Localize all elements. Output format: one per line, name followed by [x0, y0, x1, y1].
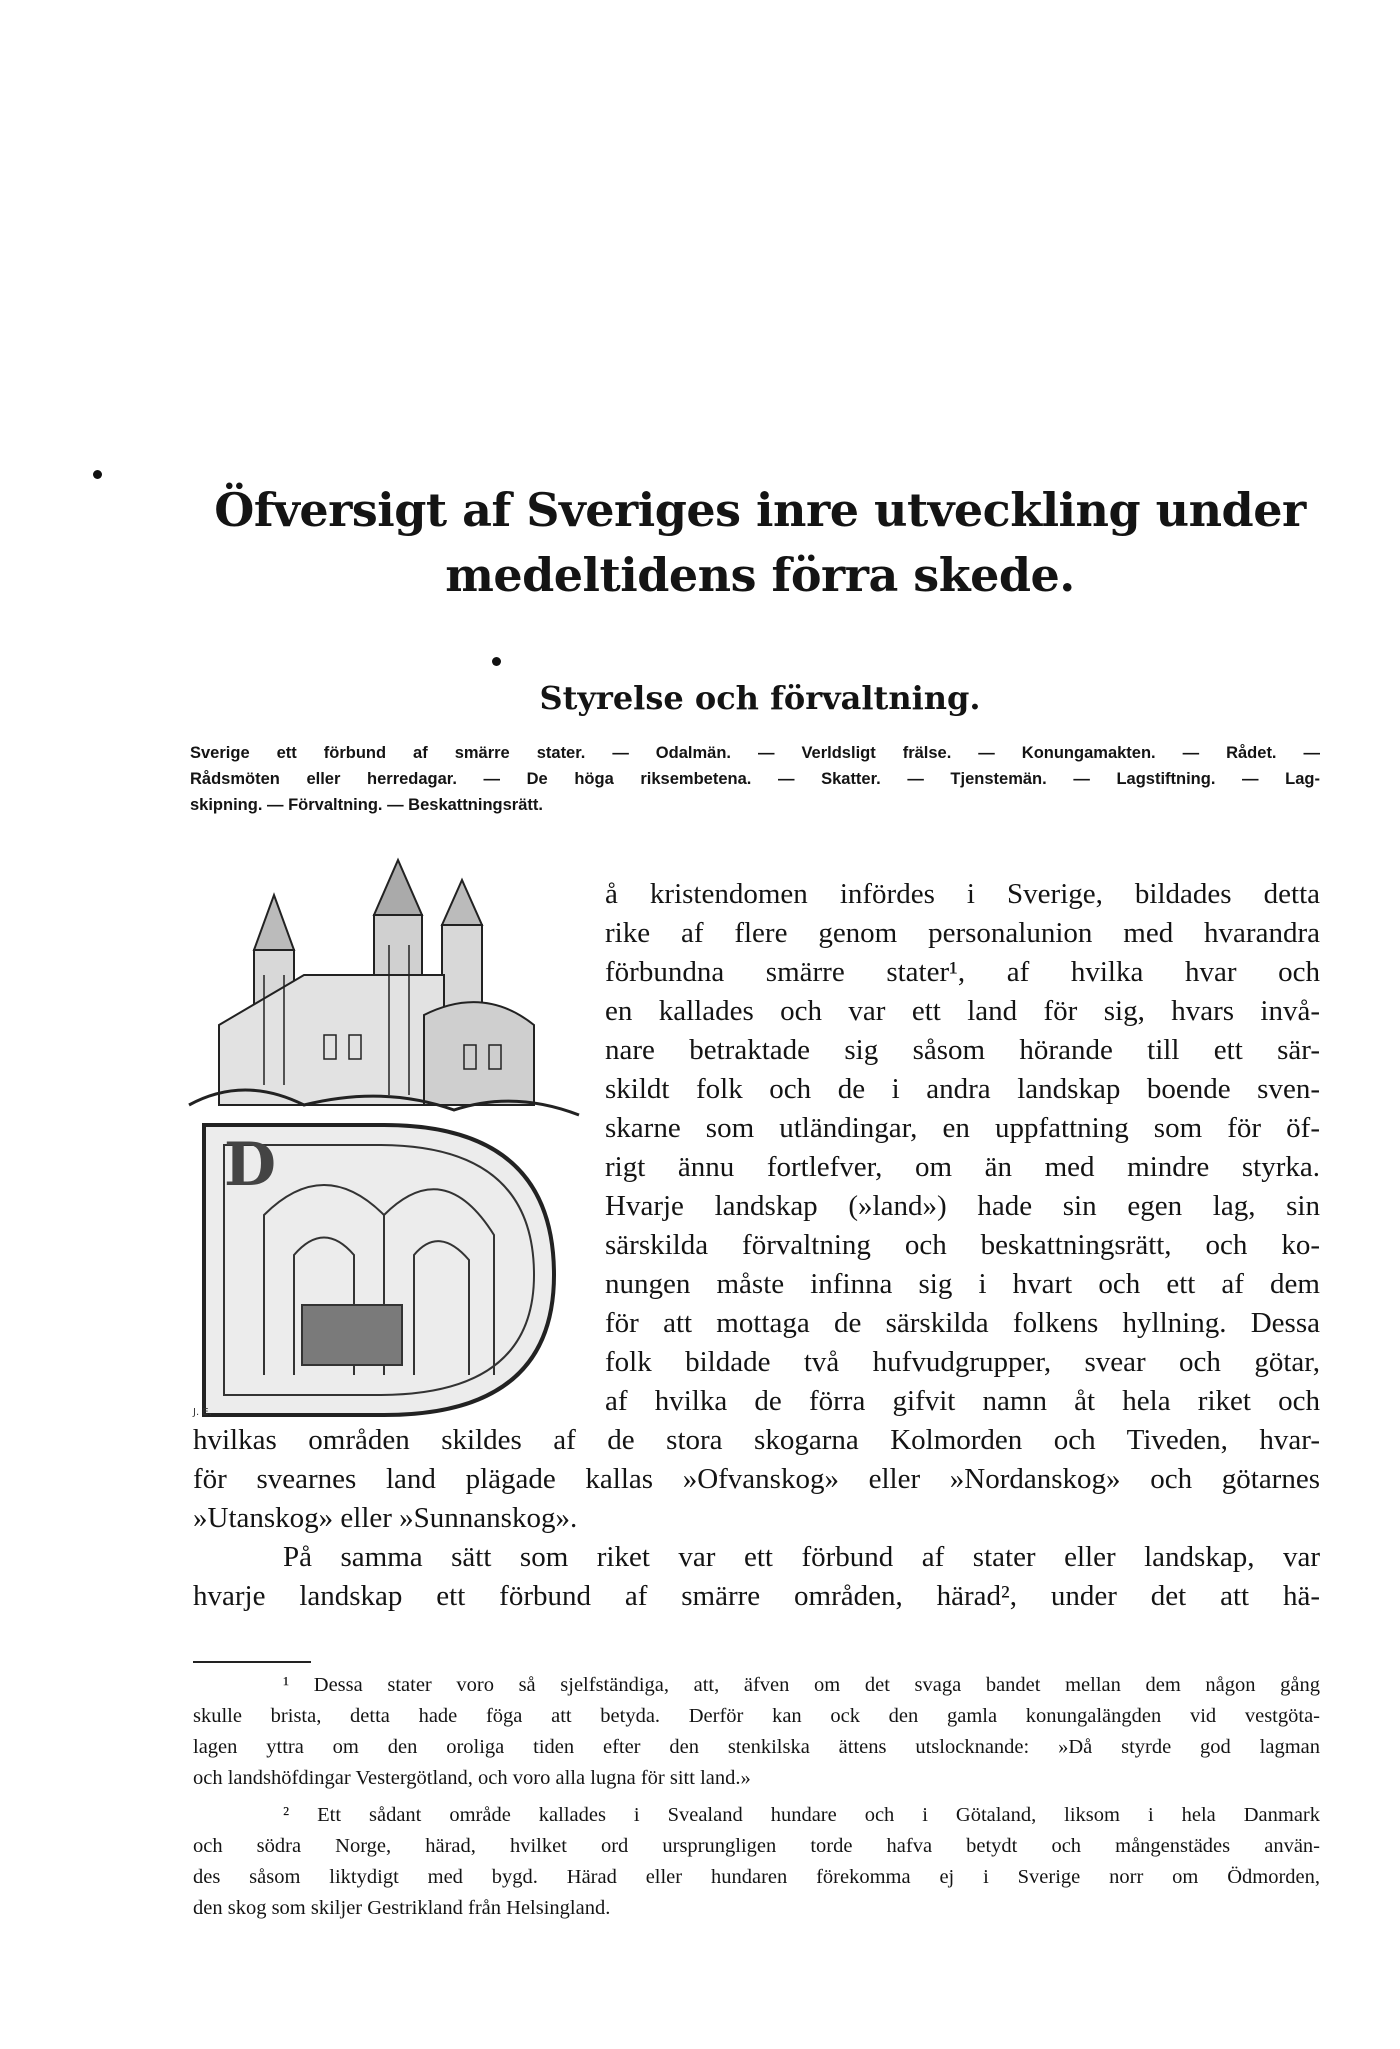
section-title: Styrelse och förvaltning. [539, 679, 981, 717]
body-line: På samma sätt som riket var ett förbund af stater eller landskap, var [283, 1541, 1320, 1573]
decorated-initial-illustration [184, 855, 584, 1420]
footnote-line: den skog som skiljer Gestrikland från Helsingland. [193, 1897, 611, 1919]
body-line: å kristendomen infördes i Sverige, bildades detta [605, 878, 1320, 910]
footnote-line: skulle brista, detta hade föga att betyda. Derför kan ock den gamla konungalängden vid vestgöta- [193, 1705, 1320, 1727]
body-line: skarne som utländingar, en uppfattning som för öf- [605, 1112, 1320, 1144]
body-line: folk bildade två hufvudgrupper, svear och götar, [605, 1346, 1320, 1378]
illustrator-monogram: J. E. [193, 1407, 212, 1418]
body-line: rigt ännu fortlefver, om än med mindre styrka. [605, 1151, 1320, 1183]
stray-mark [93, 470, 102, 479]
summary-line: Rådsmöten eller herredagar. — De höga riksembetena. — Skatter. — Tjenstemän. — Lagstiftning. — Lag- [190, 770, 1320, 788]
body-line: särskilda förvaltning och beskattningsrätt, och ko- [605, 1229, 1320, 1261]
body-line: förbundna smärre stater¹, af hvilka hvar och [605, 956, 1320, 988]
section-summary [190, 740, 1320, 818]
initial-letter-D [204, 1125, 554, 1415]
body-line: »Utanskog» eller »Sunnanskog». [193, 1502, 578, 1534]
body-line: en kallades och var ett land för sig, hvars invå- [605, 995, 1320, 1027]
body-line: hvilkas områden skildes af de stora skogarna Kolmorden och Tiveden, hvar- [193, 1424, 1320, 1456]
summary-line: skipning. — Förvaltning. — Beskattningsrätt. [190, 796, 543, 814]
body-line: för att mottaga de särskilda folkens hyllning. Dessa [605, 1307, 1320, 1339]
body-line: hvarje landskap ett förbund af smärre områden, härad², under det att hä- [193, 1580, 1320, 1612]
footnote-rule [193, 1661, 311, 1663]
footnote-line: och södra Norge, härad, hvilket ord ursprungligen torde hafva betydt och mångenstädes använ- [193, 1835, 1320, 1857]
footnote-line: ² Ett sådant område kallades i Svealand hundare och i Götaland, liksom i hela Danmark [283, 1804, 1320, 1826]
footnote-line: des såsom liktydigt med bygd. Härad eller hundaren förekomma ej i Sverige norr om Ödmorden, [193, 1866, 1320, 1888]
body-line: skildt folk och de i andra landskap boende sven- [605, 1073, 1320, 1105]
initial-letter-text: D [224, 1130, 277, 1200]
stray-mark [492, 657, 501, 666]
body-line: Hvarje landskap (»land») hade sin egen lag, sin [605, 1190, 1320, 1222]
chapter-title-line-1: Öfversigt af Sveriges inre utveckling under [214, 483, 1306, 537]
footnote-line: ¹ Dessa stater voro så sjelfständiga, att, äfven om det svaga bandet mellan dem någon gång [283, 1674, 1320, 1696]
chapter-title-line-2: medeltidens förra skede. [445, 548, 1075, 602]
body-line: nungen måste infinna sig i hvart och ett af dem [605, 1268, 1320, 1300]
body-line: för svearnes land plägade kallas »Ofvanskog» eller »Nordanskog» och götarnes [193, 1463, 1320, 1495]
body-line: rike af flere genom personalunion med hvarandra [605, 917, 1320, 949]
footnote-line: lagen yttra om den oroliga tiden efter den stenkilska ättens utslocknande: »Då styrde god lagman [193, 1736, 1320, 1758]
body-line: af hvilka de förra gifvit namn åt hela riket och [605, 1385, 1320, 1417]
footnote-line: och landshöfdingar Vestergötland, och voro alla lugna för sitt land.» [193, 1767, 751, 1789]
summary-line: Sverige ett förbund af smärre stater. — Odalmän. — Verldsligt frälse. — Konungamakten. — Rådet. — [190, 744, 1320, 762]
body-line: nare betraktade sig såsom hörande till ett sär- [605, 1034, 1320, 1066]
cathedral-illustration [189, 860, 579, 1115]
